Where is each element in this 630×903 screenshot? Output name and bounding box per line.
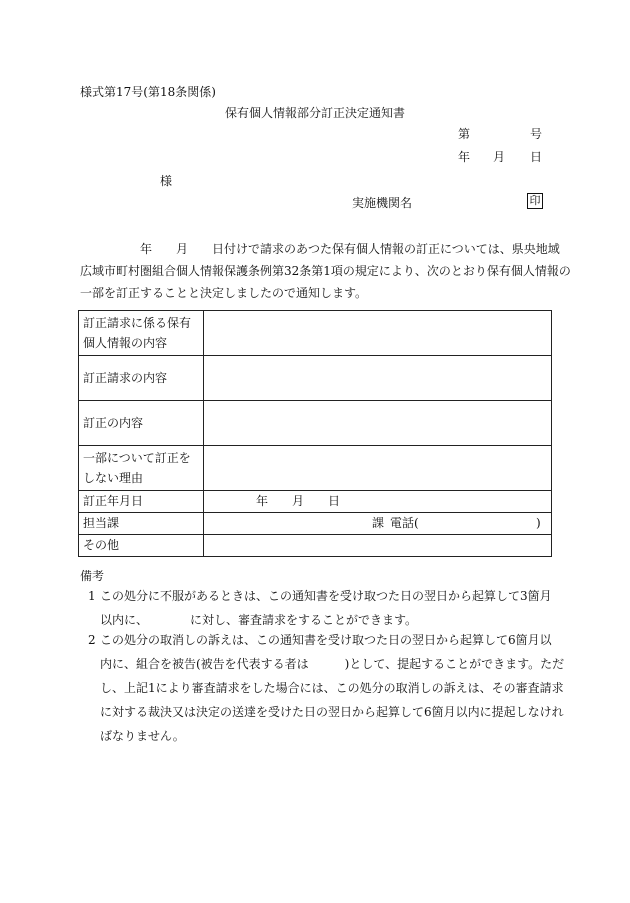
table-row (79, 491, 552, 513)
row-value-cell[interactable] (204, 401, 552, 446)
number-suffix: 号 (530, 127, 543, 141)
row-value-cell[interactable] (204, 311, 552, 356)
row-label: その他 (79, 535, 204, 557)
phone-close-paren: ) (536, 516, 541, 530)
notice-body-line: 年 月 日付けで請求のあつた保有個人情報の訂正については、県央地域 (80, 242, 560, 256)
note-line: 以内に、 に対し、審査請求をすることができます。 (100, 613, 418, 627)
number-prefix: 第 (458, 127, 471, 141)
notice-body-line: 一部を訂正することと決定しましたので通知します。 (80, 286, 368, 300)
note-line: に対する裁決又は決定の送達を受けた日の翌日から起算して6箇月以内に提起しなけれ (100, 705, 564, 719)
agency-name-label: 実施機関名 (352, 196, 413, 210)
date-month-label: 月 (493, 150, 506, 164)
table-row (79, 513, 552, 535)
note-line: 内に、組合を被告(被告を代表する者は )として、提起することができます。ただ (100, 657, 565, 671)
correction-date-cell[interactable] (204, 491, 552, 513)
note-line: この処分に不服があるときは、この通知書を受け取つた日の翌日から起算して3箇月 (100, 589, 552, 603)
row-label: 訂正年月日 (79, 491, 204, 513)
row-label: 訂正請求に係る保有個人情報の内容 (79, 311, 204, 356)
correction-month-label: 月 (292, 494, 305, 508)
table-row (79, 446, 552, 491)
seal-stamp-box: 印 (527, 193, 543, 209)
row-label: 担当課 (79, 513, 204, 535)
note-line: この処分の取消しの訴えは、この通知書を受け取つた日の翌日から起算して6箇月以 (100, 633, 552, 647)
recipient-honorific: 様 (160, 174, 173, 188)
table-row (79, 356, 552, 401)
notice-body (80, 238, 571, 304)
notes-heading: 備考 (80, 569, 105, 583)
note-line: ばなりません。 (100, 729, 185, 743)
table-row (79, 311, 552, 356)
correction-day-label: 日 (328, 494, 341, 508)
note-text (100, 628, 564, 748)
department-cell[interactable] (204, 513, 552, 535)
row-label: 一部について訂正をしない理由 (79, 446, 204, 491)
phone-label: 電話( (390, 516, 419, 530)
department-suffix: 課 (372, 516, 385, 530)
row-value-cell[interactable] (204, 446, 552, 491)
date-year-label: 年 (458, 150, 471, 164)
row-label: 訂正請求の内容 (79, 356, 204, 401)
correction-year-label: 年 (256, 494, 269, 508)
document-title: 保有個人情報部分訂正決定通知書 (224, 106, 405, 120)
table-row (79, 401, 552, 446)
note-number: 2 (88, 633, 96, 647)
row-value-cell[interactable] (204, 535, 552, 557)
note-number: 1 (88, 589, 96, 603)
row-label: 訂正の内容 (79, 401, 204, 446)
form-number: 様式第17号(第18条関係) (80, 85, 216, 99)
table-row (79, 535, 552, 557)
notice-body-line: 広域市町村圏組合個人情報保護条例第32条第1項の規定により、次のとおり保有個人情報の (80, 264, 571, 278)
date-day-label: 日 (530, 150, 543, 164)
decision-table (78, 310, 552, 557)
row-value-cell[interactable] (204, 356, 552, 401)
note-line: し、上記1により審査請求をした場合には、この処分の取消しの訴えは、その審査請求 (100, 681, 564, 695)
note-text (100, 584, 552, 632)
